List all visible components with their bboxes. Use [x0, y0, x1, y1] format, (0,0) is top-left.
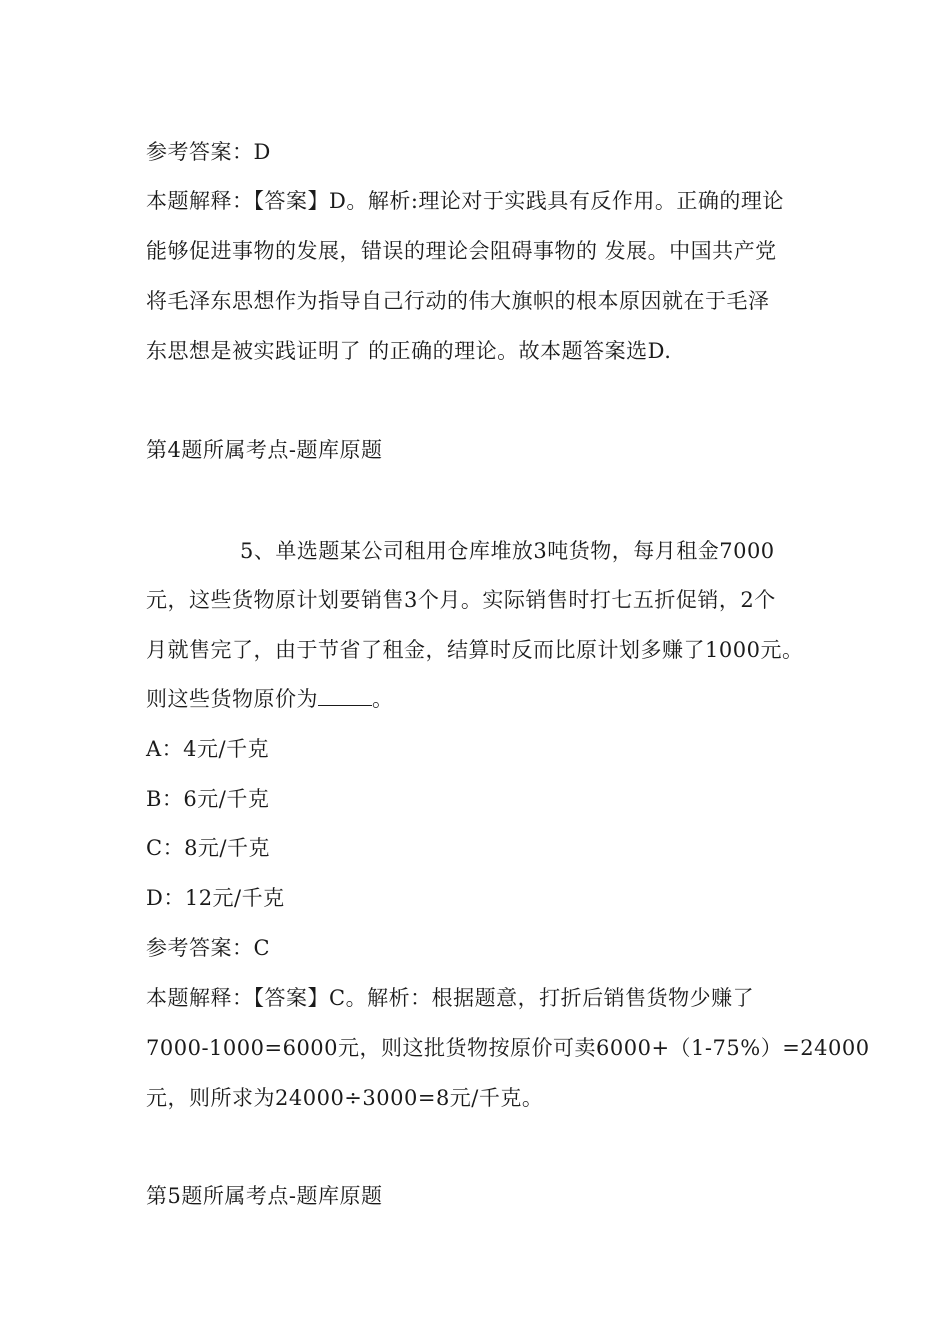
q4-section-label: 第4题所属考点-题库原题 [146, 438, 383, 462]
q4-explanation-line-3: 将毛泽东思想作为指导自己行动的伟大旗帜的根本原因就在于毛泽 [146, 289, 770, 313]
q5-answer: 参考答案：C [146, 936, 271, 960]
q5-option-b: B：6元/千克 [146, 787, 270, 811]
q5-question-line-4 [146, 685, 394, 713]
q5-explanation-line-1: 本题解释：【答案】C。解析：根据题意，打折后销售货物少赚了 [146, 986, 755, 1010]
q5-explanation-line-3: 元，则所求为24000÷3000=8元/千克。 [146, 1086, 544, 1110]
q5-question-line-2: 元，这些货物原计划要销售3个月。实际销售时打七五折促销，2个 [146, 588, 776, 612]
q5-option-c: C：8元/千克 [146, 836, 271, 860]
q4-explanation-line-4: 东思想是被实践证明了 的正确的理论。故本题答案选D. [146, 339, 672, 363]
q4-explanation-line-2: 能够促进事物的发展，错误的理论会阻碍事物的 发展。中国共产党 [146, 239, 777, 263]
q5-option-a: A：4元/千克 [146, 737, 270, 761]
q4-answer: 参考答案：D [146, 140, 271, 164]
q5-question-period: 。 [372, 687, 394, 711]
q5-section-label: 第5题所属考点-题库原题 [146, 1184, 383, 1208]
q5-question-stem-end: 则这些货物原价为 [146, 687, 318, 711]
q5-explanation-line-2: 7000-1000=6000元，则这批货物按原价可卖6000+（1-75%）=24000 [146, 1036, 870, 1060]
q4-explanation-line-1: 本题解释：【答案】D。解析:理论对于实践具有反作用。正确的理论 [146, 189, 784, 213]
q5-option-d: D：12元/千克 [146, 886, 285, 910]
q5-question-line-3: 月就售完了，由于节省了租金，结算时反而比原计划多赚了1000元。 [146, 638, 804, 662]
q5-question-line-1: 5、单选题某公司租用仓库堆放3吨货物，每月租金7000 [240, 539, 775, 563]
answer-blank [318, 687, 372, 706]
